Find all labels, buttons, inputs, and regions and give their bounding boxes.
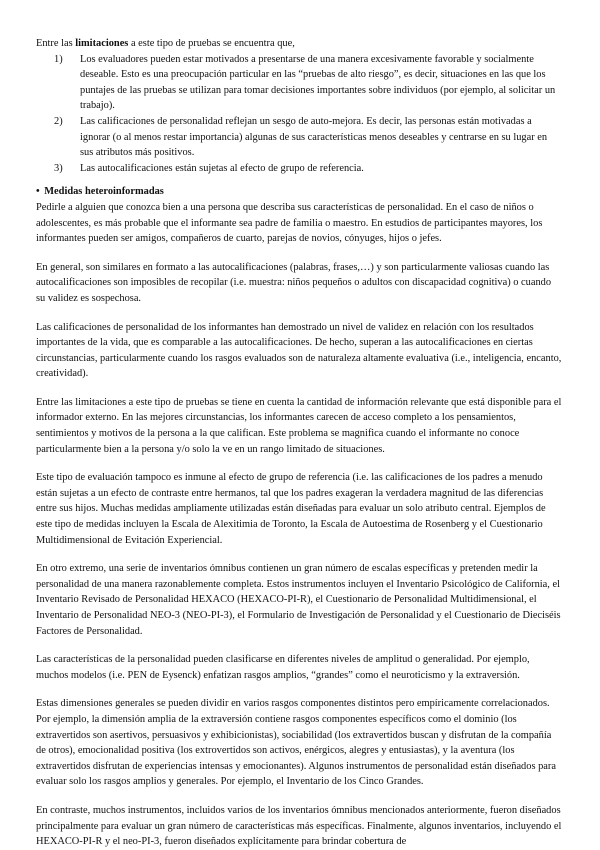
paragraph: Pedirle a alguien que conozca bien a una persona que describa sus características de personalidad. En el caso de niños o adolescentes, es más probable que el informante sea padre de familia o maestro. En estudios de participantes mayores, los informantes pueden ser amigos, compañeros de cuarto, parejas de novios, cónyuges, hijos o jefes. [36,201,543,245]
list-item-number: 1) [54,53,63,65]
intro-bold-term: limitaciones [75,38,129,49]
list-item-number: 3) [54,162,63,174]
section-heading-text: Medidas heteroinformadas [44,186,164,198]
limitations-list [36,52,562,177]
paragraph: En otro extremo, una serie de inventarios ómnibus contienen un gran número de escalas específicas y pretenden medir la personalidad de una manera razonablemente completa. Estos instrumentos incluyen el Inventario Psicológico de California, el Inventario Revisado de Personalidad HEXACO (HEXACO-PI-R), el Cuestionario de Personalidad Multidimensional, el Inventario de Personalidad NEO-3 (NEO-PI-3), el Formulario de Investigación de Personalidad y el Cuestionario de Dieciséis Factores de Personalidad. [36,563,561,637]
paragraph: Las características de la personalidad pueden clasificarse en diferentes niveles de amplitud o generalidad. Por ejemplo, muchos modelos (i.e. PEN de Eysenck) enfatizan rasgos amplios, “grandes” como el neuroticismo y la extraversión. [36,654,530,681]
list-item-number: 2) [54,115,63,127]
paragraph: Las calificaciones de personalidad de los informantes han demostrado un nivel de validez en relación con los resultados importantes de la vida, que es comparable a las autocalificaciones. De hecho, superan a las autocalificaciones en ciertas circunstancias, particularmente cuando los rasgos evaluados son de naturaleza altamente evaluativa (i.e., inteligencia, encanto, creatividad). [36,321,562,380]
paragraph: Estas dimensiones generales se pueden dividir en varios rasgos componentes distintos pero empíricamente correlacionados. Por ejemplo, la dimensión amplia de la extraversión contiene rasgos componentes específicos como el dominio (los extravertidos son asertivos, persuasivos y exhibicionistas), sociabilidad (los extravertidos buscan y disfrutan de la compañía de otros), emocionalidad positiva (los extrovertidos son activos, enérgicos, alegres y entusiastas), y la aventura (los extravertidos disfrutan de experiencias intensas y emocionantes). Algunos instrumentos de personalidad están diseñados para evaluar solo los rasgos amplios y generales. Por ejemplo, el Inventario de los Cinco Grandes. [36,698,556,788]
paragraph: Entre las limitaciones a este tipo de pruebas se tiene en cuenta la cantidad de información relevante que está disponible para el informador externo. En las mejores circunstancias, los informantes carecen de acceso completo a los pensamientos, sentimientos y motivos de la persona a la que califican. Este problema se magnifica cuando el informante no conoce particularmente bien a la persona y/o solo la ve en un rango limitado de situaciones. [36,396,562,455]
paragraph: Este tipo de evaluación tampoco es inmune al efecto de grupo de referencia (i.e. las calificaciones de los padres a menudo están sujetas a un efecto de contraste entre hermanos, tal que los padres exageran la verdadera magnitud de las diferencias entre sus hijos. Muchas medidas ampliamente utilizadas están diseñadas para evaluar un solo atributo central. Ejemplos de este tipo de medidas incluyen la Escala de Alexitimia de Toronto, la Escala de Autoestima de Rosenberg y el Cuestionario Multidimensional de Evitación Experiencial. [36,472,546,546]
list-item-text: Las calificaciones de personalidad reflejan un sesgo de auto-mejora. Es decir, las personas están motivadas a ignorar (o al menos restar importancia) algunas de sus características menos deseables y centrarse en su lugar en sus atributos más positivos. [80,115,548,159]
paragraph: En general, son similares en formato a las autocalificaciones (palabras, frases,…) y son particularmente valiosas cuando las autocalificaciones son imposibles de recopilar (i.e. muestra: niños pequeños o adultos con discapacidad cognitiva) o cuando su validez es sospechosa. [36,261,552,304]
list-item-text: Las autocalificaciones están sujetas al efecto de grupo de referencia. [80,162,364,174]
bullet-icon: • [36,186,40,198]
section-heading [36,184,562,200]
list-item-text: Los evaluadores pueden estar motivados a presentarse de una manera excesivamente favorable y socialmente deseable. Esto es una preocupación particular en las “pruebas de alto riesgo”, es decir, situaciones en las que los puntajes de las pruebas se utilizan para tomar decisiones importantes sobre individuos (por ejemplo, al solicitar un trabajo). [80,53,556,112]
paragraph: En contraste, muchos instrumentos, incluidos varios de los inventarios ómnibus mencionados anteriormente, fueron diseñados principalmente para evaluar un gran número de características más específicas. Finalmente, algunos inventarios, incluyendo el HEXACO-PI-R y el neo-PI-3, fueron diseñados explícitamente para brindar cobertura de [36,804,562,848]
intro-after: a este tipo de pruebas se encuentra que, [128,38,295,49]
list-item [54,161,562,177]
list-item [54,52,562,114]
list-item [54,114,562,161]
limitations-intro [36,36,562,52]
intro-before: Entre las [36,38,76,49]
